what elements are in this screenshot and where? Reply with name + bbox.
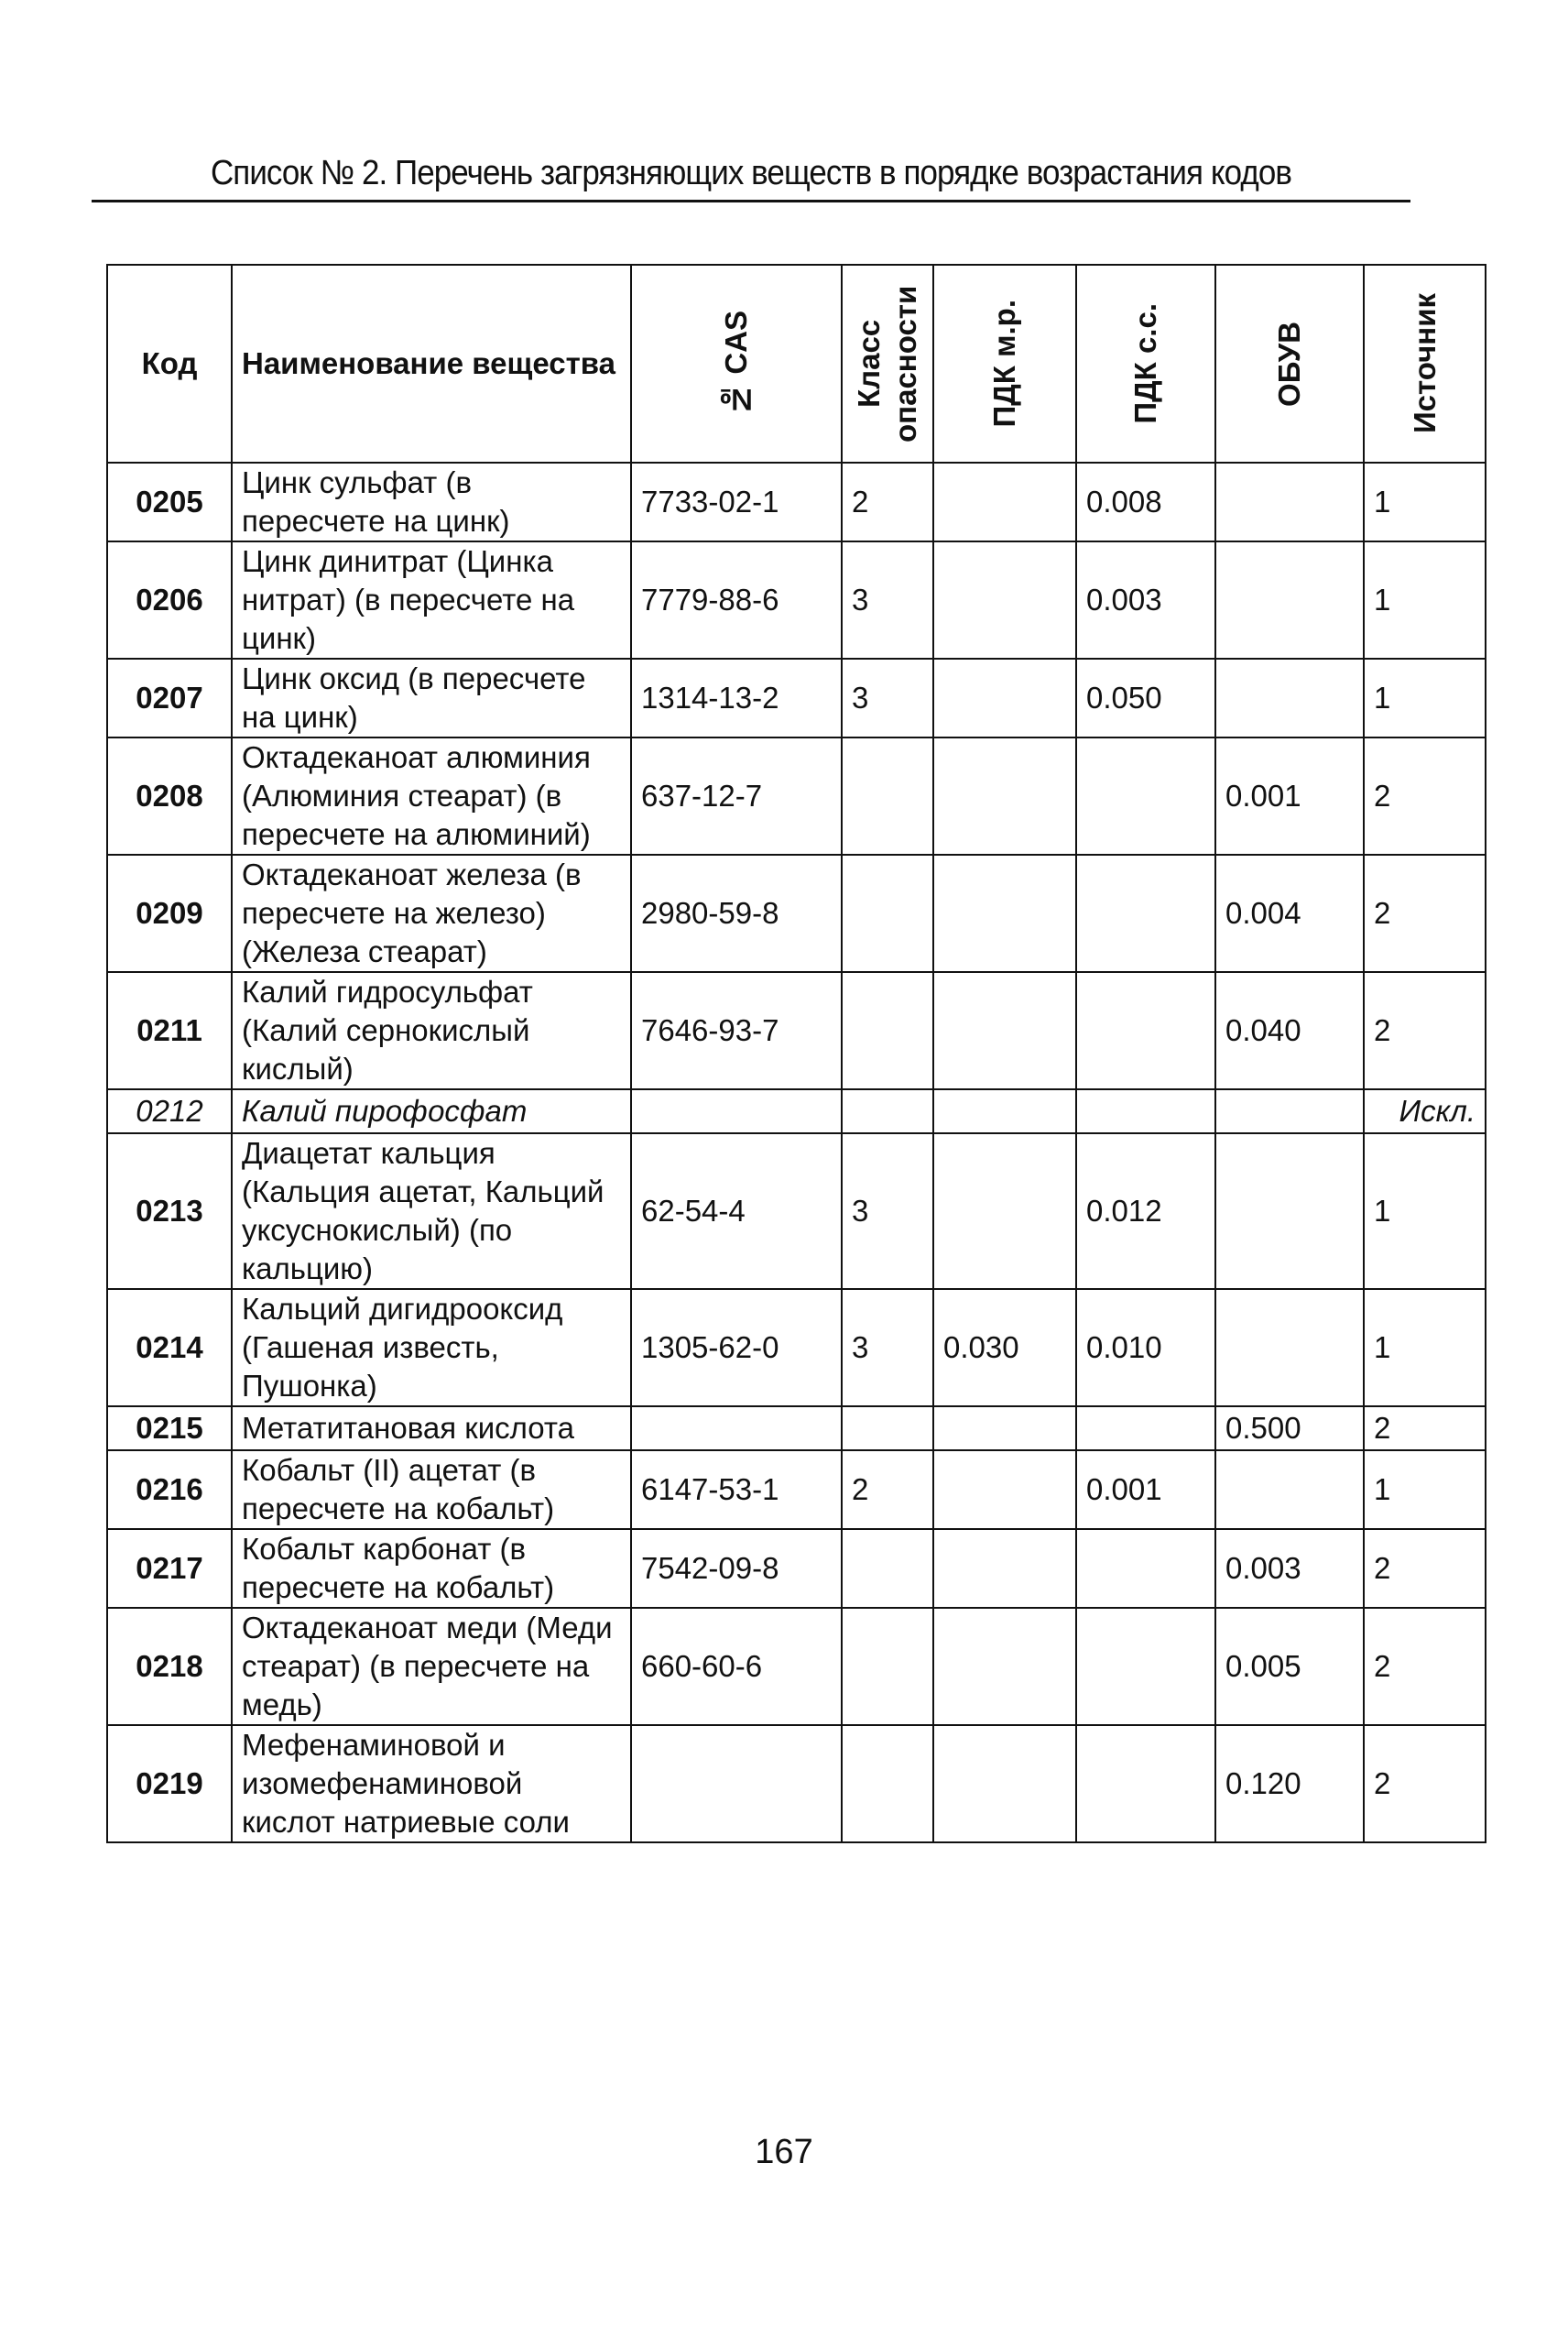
cell-obuv: 0.003: [1215, 1529, 1364, 1608]
table-row: [107, 1406, 1486, 1450]
cell-pdk-mr: [933, 737, 1076, 855]
cell-hazard-class: [842, 1608, 933, 1725]
cell-obuv: [1215, 1133, 1364, 1289]
cell-cas: 2980-59-8: [631, 855, 842, 972]
column-header-cas: [631, 265, 842, 463]
cell-code: 0214: [107, 1289, 232, 1406]
cell-pdk-mr: [933, 541, 1076, 659]
cell-source: 1: [1364, 659, 1486, 737]
cell-hazard-class: [842, 1725, 933, 1842]
cell-obuv: 0.120: [1215, 1725, 1364, 1842]
cell-source: 1: [1364, 1450, 1486, 1529]
cell-obuv: 0.040: [1215, 972, 1364, 1089]
cell-source: 1: [1364, 1289, 1486, 1406]
cell-source: 1: [1364, 1133, 1486, 1289]
cell-pdk-ss: [1076, 972, 1215, 1089]
cell-obuv: [1215, 463, 1364, 541]
cell-hazard-class: 3: [842, 1133, 933, 1289]
cell-pdk-ss: [1076, 1725, 1215, 1842]
cell-source: 1: [1364, 463, 1486, 541]
cell-code: 0219: [107, 1725, 232, 1842]
cell-code: 0211: [107, 972, 232, 1089]
table-body: [107, 463, 1486, 1842]
table-row: [107, 972, 1486, 1089]
cell-obuv: 0.001: [1215, 737, 1364, 855]
cell-cas: 7542-09-8: [631, 1529, 842, 1608]
cell-pdk-ss: 0.010: [1076, 1289, 1215, 1406]
cell-pdk-mr: [933, 659, 1076, 737]
cell-pdk-ss: [1076, 855, 1215, 972]
cell-source: 2: [1364, 972, 1486, 1089]
cell-obuv: 0.005: [1215, 1608, 1364, 1725]
table-row: [107, 1725, 1486, 1842]
cell-hazard-class: [842, 1529, 933, 1608]
cell-pdk-mr: [933, 972, 1076, 1089]
cell-name: Цинк оксид (в пересчете на цинк): [232, 659, 631, 737]
cell-cas: 1305-62-0: [631, 1289, 842, 1406]
cell-code: 0212: [107, 1089, 232, 1133]
column-header-pdk-ss-label: ПДК с.с.: [1128, 303, 1162, 424]
cell-code: 0206: [107, 541, 232, 659]
substances-table: [106, 264, 1486, 1843]
column-header-pdk-mr: [933, 265, 1076, 463]
table-row: [107, 1133, 1486, 1289]
cell-pdk-ss: [1076, 1406, 1215, 1450]
cell-cas: 7779-88-6: [631, 541, 842, 659]
cell-source: 2: [1364, 1608, 1486, 1725]
header-row: [107, 265, 1486, 463]
cell-hazard-class: 3: [842, 659, 933, 737]
cell-code: 0215: [107, 1406, 232, 1450]
cell-source: 1: [1364, 541, 1486, 659]
cell-pdk-mr: [933, 463, 1076, 541]
cell-pdk-ss: 0.008: [1076, 463, 1215, 541]
cell-obuv: 0.500: [1215, 1406, 1364, 1450]
cell-pdk-mr: [933, 1133, 1076, 1289]
title-divider: [92, 200, 1410, 202]
cell-name: Кальций дигидрооксид (Гашеная известь, Пушонка): [232, 1289, 631, 1406]
table-row: [107, 737, 1486, 855]
cell-hazard-class: 3: [842, 541, 933, 659]
cell-name: Мефенаминовой и изомефенаминовой кислот натриевые соли: [232, 1725, 631, 1842]
cell-hazard-class: [842, 1089, 933, 1133]
table-row: [107, 659, 1486, 737]
cell-code: 0205: [107, 463, 232, 541]
column-header-pdk-mr-label: ПДК м.р.: [987, 300, 1021, 428]
cell-name: Кобальт карбонат (в пересчете на кобальт): [232, 1529, 631, 1608]
cell-pdk-ss: [1076, 1529, 1215, 1608]
column-header-source: [1364, 265, 1486, 463]
cell-cas: [631, 1089, 842, 1133]
cell-pdk-mr: [933, 1450, 1076, 1529]
cell-pdk-ss: [1076, 1608, 1215, 1725]
cell-pdk-ss: 0.001: [1076, 1450, 1215, 1529]
cell-hazard-class: [842, 855, 933, 972]
cell-obuv: [1215, 1289, 1364, 1406]
cell-obuv: 0.004: [1215, 855, 1364, 972]
cell-source: 2: [1364, 737, 1486, 855]
cell-pdk-ss: 0.003: [1076, 541, 1215, 659]
table-row: [107, 1608, 1486, 1725]
table-row: [107, 541, 1486, 659]
cell-cas: 62-54-4: [631, 1133, 842, 1289]
cell-pdk-mr: [933, 1725, 1076, 1842]
cell-hazard-class: 3: [842, 1289, 933, 1406]
cell-source: 2: [1364, 1529, 1486, 1608]
cell-code: 0207: [107, 659, 232, 737]
cell-cas: 637-12-7: [631, 737, 842, 855]
table-row: [107, 463, 1486, 541]
cell-code: 0217: [107, 1529, 232, 1608]
cell-name: Кобальт (II) ацетат (в пересчете на кобальт): [232, 1450, 631, 1529]
cell-pdk-ss: [1076, 737, 1215, 855]
cell-hazard-class: [842, 737, 933, 855]
cell-hazard-class: 2: [842, 463, 933, 541]
cell-name: Калий пирофосфат: [232, 1089, 631, 1133]
cell-code: 0209: [107, 855, 232, 972]
cell-source: 2: [1364, 1725, 1486, 1842]
cell-hazard-class: 2: [842, 1450, 933, 1529]
cell-name: Цинк динитрат (Цинка нитрат) (в пересчете на цинк): [232, 541, 631, 659]
page-title: Список № 2. Перечень загрязняющих веществ в порядке возрастания кодов: [210, 154, 1292, 192]
cell-name: Диацетат кальция (Кальция ацетат, Кальций уксуснокислый) (по кальцию): [232, 1133, 631, 1289]
table-row: [107, 1529, 1486, 1608]
column-header-hazard-class-label: Класс опасности: [852, 285, 922, 442]
cell-pdk-mr: [933, 1406, 1076, 1450]
column-header-source-label: Источник: [1407, 293, 1442, 434]
cell-pdk-mr: [933, 1089, 1076, 1133]
cell-name: Октадеканоат меди (Меди стеарат) (в пересчете на медь): [232, 1608, 631, 1725]
cell-cas: 1314-13-2: [631, 659, 842, 737]
cell-code: 0213: [107, 1133, 232, 1289]
cell-name: Октадеканоат железа (в пересчете на железо) (Железа стеарат): [232, 855, 631, 972]
cell-pdk-ss: 0.012: [1076, 1133, 1215, 1289]
cell-pdk-ss: 0.050: [1076, 659, 1215, 737]
column-header-code: Код: [107, 265, 232, 463]
cell-pdk-mr: [933, 1608, 1076, 1725]
cell-name: Метатитановая кислота: [232, 1406, 631, 1450]
table-row: [107, 1450, 1486, 1529]
cell-source: 2: [1364, 1406, 1486, 1450]
cell-pdk-ss: [1076, 1089, 1215, 1133]
cell-cas: 7733-02-1: [631, 463, 842, 541]
cell-cas: 6147-53-1: [631, 1450, 842, 1529]
table-row: [107, 855, 1486, 972]
cell-source: 2: [1364, 855, 1486, 972]
cell-obuv: [1215, 541, 1364, 659]
cell-cas: 660-60-6: [631, 1608, 842, 1725]
cell-pdk-mr: [933, 1529, 1076, 1608]
cell-cas: 7646-93-7: [631, 972, 842, 1089]
cell-hazard-class: [842, 1406, 933, 1450]
cell-source: Искл.: [1364, 1089, 1486, 1133]
cell-code: 0208: [107, 737, 232, 855]
cell-hazard-class: [842, 972, 933, 1089]
cell-obuv: [1215, 1450, 1364, 1529]
cell-obuv: [1215, 659, 1364, 737]
column-header-cas-label: № CAS: [719, 311, 753, 417]
column-header-obuv: [1215, 265, 1364, 463]
table-row: [107, 1289, 1486, 1406]
cell-name: Цинк сульфат (в пересчете на цинк): [232, 463, 631, 541]
cell-obuv: [1215, 1089, 1364, 1133]
cell-cas: [631, 1406, 842, 1450]
cell-name: Калий гидросульфат (Калий сернокислый кислый): [232, 972, 631, 1089]
cell-name: Октадеканоат алюминия (Алюминия стеарат) (в пересчете на алюминий): [232, 737, 631, 855]
column-header-hazard-class: [842, 265, 933, 463]
cell-code: 0216: [107, 1450, 232, 1529]
cell-cas: [631, 1725, 842, 1842]
cell-code: 0218: [107, 1608, 232, 1725]
column-header-name: Наименование вещества: [232, 265, 631, 463]
page-number: 167: [755, 2133, 813, 2171]
table-row: [107, 1089, 1486, 1133]
column-header-pdk-ss: [1076, 265, 1215, 463]
cell-pdk-mr: [933, 855, 1076, 972]
column-header-obuv-label: ОБУВ: [1272, 321, 1306, 407]
cell-pdk-mr: 0.030: [933, 1289, 1076, 1406]
